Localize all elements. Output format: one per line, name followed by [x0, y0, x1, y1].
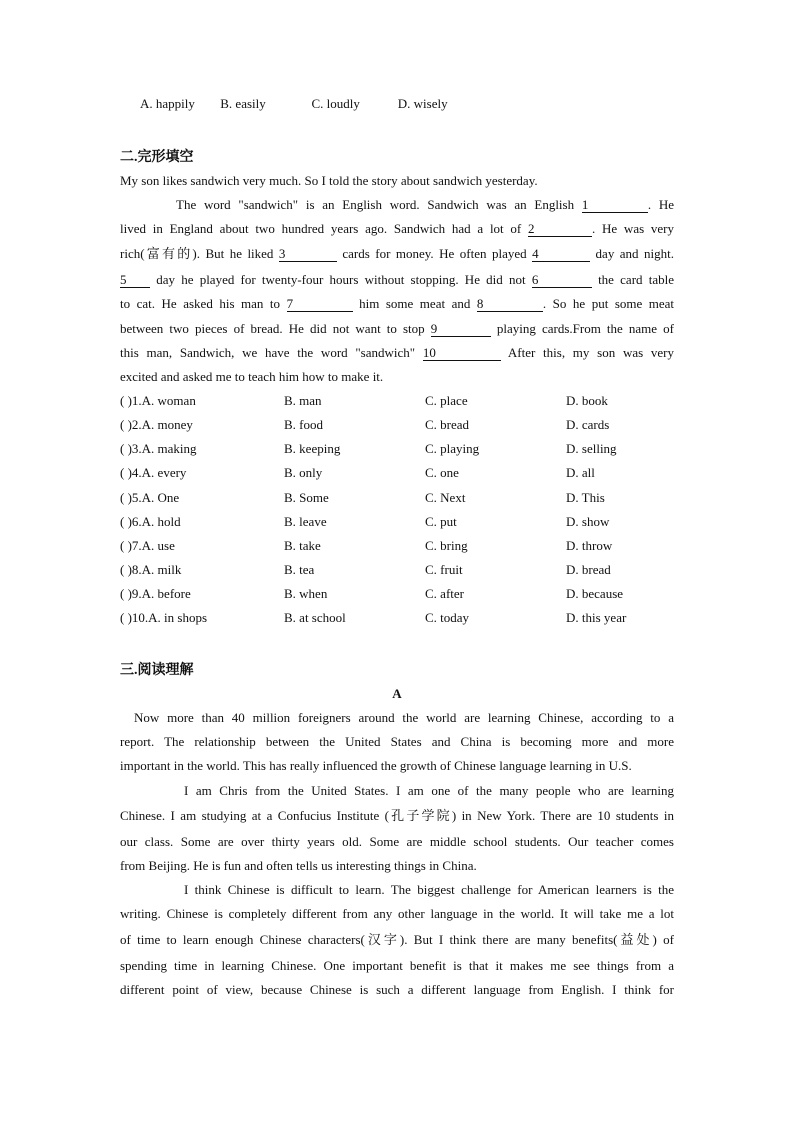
- cloze-line-4: 5 day he played for twenty-four hours without stopping. He did not 6 the card table: [120, 272, 675, 287]
- cloze-line-8: excited and asked me to teach him how to make it.: [120, 369, 384, 384]
- question-row[interactable]: ( )6.A. hold B. leave C. put D. show: [120, 514, 610, 529]
- cloze-intro: My son likes sandwich very much. So I told the story about sandwich yesterday.: [120, 173, 538, 188]
- passage-line: our class. Some are over thirty years old. Some are middle school students. Our teacher comes: [120, 834, 674, 849]
- passage-line: report. The relationship between the United States and China is becoming more and more: [120, 734, 674, 749]
- passage-line: Now more than 40 million foreigners around the world are learning Chinese, according to a: [134, 710, 674, 725]
- blank-2[interactable]: 2: [528, 222, 592, 237]
- blank-7[interactable]: 7: [287, 297, 353, 312]
- option-d: D. wisely: [397, 96, 448, 111]
- option-a: A. happily: [140, 96, 195, 111]
- question-row[interactable]: ( )3.A. making B. keeping C. playing D. selling: [120, 441, 617, 456]
- question-row[interactable]: ( )4.A. every B. only C. one D. all: [120, 465, 595, 480]
- question-row[interactable]: ( )1.A. woman B. man C. place D. book: [120, 393, 608, 408]
- blank-8[interactable]: 8: [477, 297, 543, 312]
- passage-line: different point of view, because Chinese is such a different language from English. I think for: [120, 982, 674, 997]
- passage-line: spending time in learning Chinese. One important benefit is that it makes me see things from a: [120, 958, 674, 973]
- question-row[interactable]: ( )5.A. One B. Some C. Next D. This: [120, 490, 605, 505]
- passage-line: from Beijing. He is fun and often tells us interesting things in China.: [120, 858, 477, 873]
- blank-6[interactable]: 6: [532, 273, 592, 288]
- blank-1[interactable]: 1: [582, 198, 648, 213]
- question-row[interactable]: ( )9.A. before B. when C. after D. because: [120, 586, 624, 601]
- passage-line: important in the world. This has really influenced the growth of Chinese language learning in U.S.: [120, 758, 632, 773]
- passage-label: A: [392, 686, 402, 701]
- question-row[interactable]: ( )2.A. money B. food C. bread D. cards: [120, 417, 610, 432]
- cloze-line-5: to cat. He asked his man to 7 him some meat and 8 . So he put some meat: [120, 296, 675, 311]
- blank-10[interactable]: 10: [423, 346, 501, 361]
- blank-5[interactable]: 5: [120, 273, 150, 288]
- passage-line: writing. Chinese is completely different from any other language in the world. It will take me a lot: [120, 906, 674, 921]
- option-b: B. easily: [220, 96, 266, 111]
- blank-9[interactable]: 9: [431, 322, 491, 337]
- passage-line: I think Chinese is difficult to learn. The biggest challenge for American learners is the: [184, 882, 674, 897]
- previous-question-options: [140, 96, 448, 112]
- passage-line: Chinese. I am studying at a Confucius Institute (孔子学院) in New York. There are 10 students in: [120, 808, 674, 823]
- cloze-line-3: rich(富有的). But he liked 3 cards for money. He often played 4 day and night.: [120, 246, 674, 261]
- question-row[interactable]: ( )7.A. use B. take C. bring D. throw: [120, 538, 613, 553]
- passage-line: of time to learn enough Chinese characters(汉字). But I think there are many benefits(益处) of: [120, 932, 674, 947]
- question-row[interactable]: ( )8.A. milk B. tea C. fruit D. bread: [120, 562, 611, 577]
- cloze-line-2: lived in England about two hundred years ago. Sandwich had a lot of 2 . He was very: [120, 221, 674, 236]
- question-row[interactable]: ( )10.A. in shops B. at school C. today D. this year: [120, 610, 627, 625]
- blank-3[interactable]: 3: [279, 247, 337, 262]
- cloze-line-6: between two pieces of bread. He did not want to stop 9 playing cards.From the name of: [120, 321, 674, 336]
- section-2-title: 二.完形填空: [120, 150, 194, 165]
- section-3-title: 三.阅读理解: [120, 663, 194, 678]
- passage-line: I am Chris from the United States. I am one of the many people who are learning: [184, 783, 674, 798]
- option-c: C. loudly: [311, 96, 360, 111]
- blank-4[interactable]: 4: [532, 247, 590, 262]
- cloze-line-1: The word "sandwich" is an English word. Sandwich was an English 1 . He: [176, 197, 674, 212]
- cloze-line-7: this man, Sandwich, we have the word "sandwich" 10 After this, my son was very: [120, 345, 675, 360]
